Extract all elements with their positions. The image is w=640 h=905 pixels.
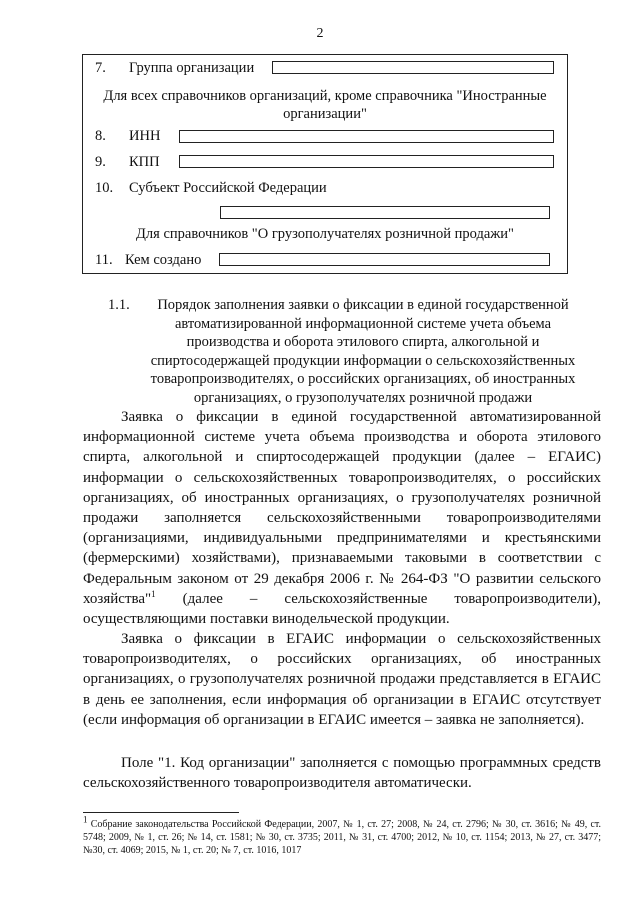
paragraph-2: Заявка о фиксации в ЕГАИС информации о сельскохозяйственных товаропроизводителях, о российских организациях, об иностранных организациях, о грузополучателях розничной продажи представляется в ЕГАИС в день ее заполнения, если информация об организации в ЕГАИС отсутствует (если информация об организации в ЕГАИС имеется – заявка не заполняется). <box>83 631 601 728</box>
note-all-directories: Для всех справочников организаций, кроме справочника "Иностранные организации" <box>103 88 547 122</box>
organization-group-field[interactable] <box>272 61 554 74</box>
footnote <box>83 814 601 857</box>
row-number: 7. <box>95 60 106 76</box>
row-label: Субъект Российской Федерации <box>129 180 327 196</box>
footnote-reference: 1 <box>151 588 156 599</box>
footnote-mark: 1 <box>83 814 88 825</box>
created-by-field[interactable] <box>219 253 550 266</box>
page-number: 2 <box>316 26 324 41</box>
form-row-inn <box>95 128 160 145</box>
footnote-text: Собрание законодательства Российской Федерации, 2007, № 1, ст. 27; 2008, № 24, ст. 2796; № 30, ст. 3616; № 49, ст. 5748; 2009, № 1, ст. 26; № 14, ст. 1581; № 30, ст. 3735; 2011, № 31, ст. 4700; 2012, № 10, ст. 1154; 2013, № 27, ст. 3477; №30, ст. 4069; 2015, № 1, ст. 20; № 7, ст. 1016, 1017 <box>83 819 601 856</box>
section-title: Порядок заполнения заявки о фиксации в единой государственной автоматизированной информационной системе учета объема производства и оборота этилового спирта, алкогольной и спиртосодержащей продукции информации о сельскохозяйственных товаропроизводителях, о российских организациях, об иностранных организациях, о грузополучателях розничной продажи <box>150 297 576 406</box>
row-label: ИНН <box>129 128 161 144</box>
paragraph-1 <box>83 407 601 629</box>
row-number: 9. <box>95 154 106 170</box>
paragraph-1-text: Заявка о фиксации в единой государственной автоматизированной информационной системе учета объема производства и оборота этилового спирта, алкогольной и спиртосодержащей продукции (далее – ЕГАИС) информации о сельскохозяйственных товаропроизводителях, о российских организациях, об иностранных организациях, о грузополучателях розничной продажи заполняется сельскохозяйственными товаропроизводителями (организациями, индивидуальными предпринимателями и крестьянскими (фермерскими) хозяйствами), признаваемыми таковыми в соответствии с Федеральным законом от 29 декабря 2006 г. № 264-ФЗ "О развитии сельского хозяйства" <box>83 409 601 607</box>
organization-form-fields <box>82 54 568 274</box>
region-field[interactable] <box>220 206 550 219</box>
kpp-field[interactable] <box>179 155 554 168</box>
note-retail-consignees: Для справочников "О грузополучателях розничной продажи" <box>136 226 514 242</box>
row-label: Кем создано <box>125 252 202 268</box>
row-number: 10. <box>95 180 114 196</box>
form-row-kpp <box>95 154 160 171</box>
inn-field[interactable] <box>179 130 554 143</box>
row-number: 11. <box>95 252 113 268</box>
section-heading <box>108 296 608 407</box>
form-row-region <box>95 180 327 197</box>
row-label: КПП <box>129 154 160 170</box>
paragraph-1-continuation: (далее – сельскохозяйственные товаропроизводители), осуществляющими поставки винодельческой продукции. <box>83 590 601 628</box>
form-row-group <box>95 60 254 77</box>
paragraph-3: Поле "1. Код организации" заполняется с помощью программных средств сельскохозяйственного товаропроизводителя автоматически. <box>83 755 601 792</box>
row-number: 8. <box>95 128 106 144</box>
form-row-created-by <box>95 252 201 269</box>
row-label: Группа организации <box>129 60 255 76</box>
section-number: 1.1. <box>108 297 130 313</box>
footnote-divider <box>83 812 239 813</box>
